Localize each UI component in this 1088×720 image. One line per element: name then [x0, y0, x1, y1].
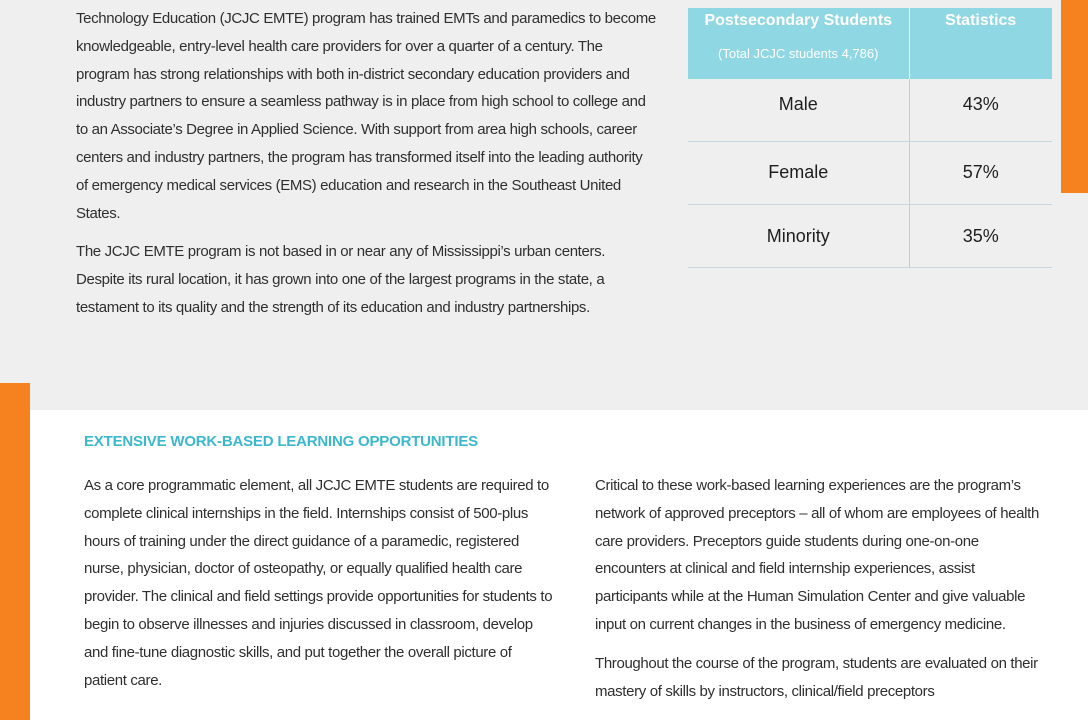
body-column-left: [84, 472, 554, 694]
header-subtitle: (Total JCJC students 4,786): [718, 46, 879, 61]
header-title: Postsecondary Students: [704, 12, 893, 29]
row-value: 43%: [909, 79, 1052, 141]
table-row: [688, 204, 1052, 267]
section-heading: EXTENSIVE WORK-BASED LEARNING OPPORTUNITIES: [84, 433, 478, 450]
student-statistics-table: [688, 8, 1052, 268]
table-row: [688, 141, 1052, 204]
orange-accent-bar-left: [0, 383, 30, 720]
body-paragraph: Throughout the course of the program, students are evaluated on their mastery of skills by instructors, clinical/field preceptors: [595, 654, 1038, 700]
row-label: Female: [688, 141, 909, 204]
row-value: 57%: [909, 141, 1052, 204]
row-value: 35%: [909, 204, 1052, 267]
table-header-row: [688, 8, 1052, 79]
body-paragraph: Critical to these work-based learning experiences are the program’s network of approved preceptors – all of whom are employees of health care providers. Preceptors guide students during one-on-one encounters at clinical and field internship experiences, assist participants while at the Human Simulation Center and give valuable input on current changes in the business of emergency medicine.: [595, 477, 1039, 633]
row-label: Minority: [688, 204, 909, 267]
orange-accent-bar-right: [1061, 0, 1088, 193]
intro-paragraph: Technology Education (JCJC EMTE) program has trained EMTs and paramedics to become knowledgeable, entry-level health care providers for over a quarter of a century. The program has strong relationships with both in-district secondary education providers and industry partners to ensure a seamless pathway is in place from high school to college and to an Associate’s Degree in Applied Science. With support from area high schools, career centers and industry partners, the program has transformed itself into the leading authority of emergency medical services (EMS) education and research in the Southeast United States.: [76, 10, 656, 222]
table-header-students: [688, 8, 909, 79]
intro-paragraph: The JCJC EMTE program is not based in or near any of Mississippi’s urban centers. Despite its rural location, it has grown into one of the largest programs in the state, a testament to its quality and the strength of its education and industry partnerships.: [76, 243, 606, 316]
body-column-right: [595, 472, 1045, 716]
table-row: [688, 79, 1052, 141]
intro-text-column: [76, 5, 656, 333]
table-header-statistics: Statistics: [909, 8, 1052, 79]
body-paragraph: As a core programmatic element, all JCJC EMTE students are required to complete clinical internships in the field. Internships consist of 500-plus hours of training under the direct guidance of a paramedic, registered nurse, physician, doctor of osteopathy, or equally qualified health care provider. The clinical and field settings provide opportunities for students to begin to observe illnesses and injuries discussed in classroom, develop and fine-tune diagnostic skills, and put together the overall picture of patient care.: [84, 477, 553, 689]
row-label: Male: [688, 79, 909, 141]
